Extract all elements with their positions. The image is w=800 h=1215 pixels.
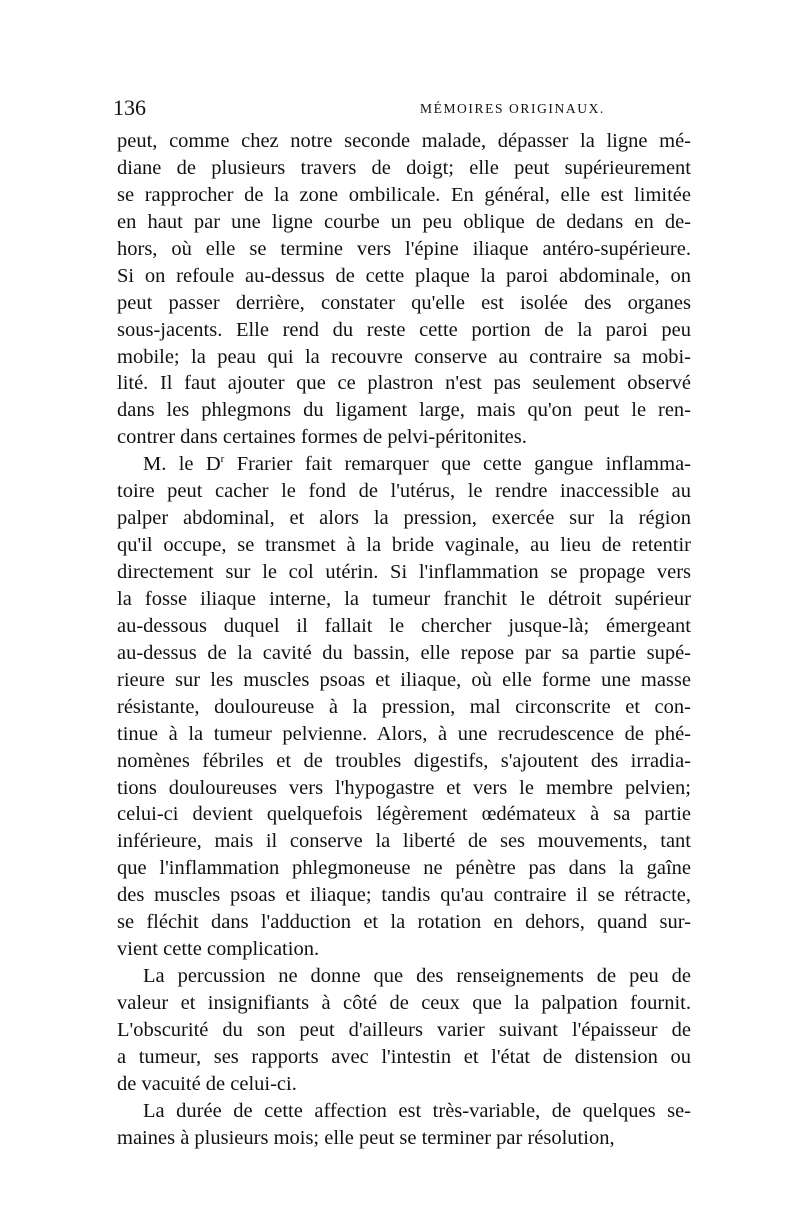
text-line: mobile; la peau qui la recouvre conserve au contraire sa mobi- (117, 345, 691, 368)
text-line: rieure sur les muscles psoas et iliaque, où elle forme une masse (117, 668, 691, 691)
text-line: au-dessous duquel il fallait le chercher jusque-là; émergeant (117, 614, 691, 637)
page-number: 136 (113, 95, 146, 120)
paragraph (117, 451, 691, 963)
text-line: se rapprocher de la zone ombilicale. En général, elle est limitée (117, 183, 691, 206)
text-line: diane de plusieurs travers de doigt; elle peut supérieurement (117, 156, 691, 179)
text-line: de vacuité de celui-ci. (117, 1072, 297, 1095)
text-line: lité. Il faut ajouter que ce plastron n'est pas seulement observé (117, 372, 691, 395)
text-line: toire peut cacher le fond de l'utérus, le rendre inaccessible au (117, 480, 691, 503)
text-line: inférieure, mais il conserve la liberté de ses mouvements, tant (117, 830, 691, 853)
text-line: maines à plusieurs mois; elle peut se terminer par résolution, (117, 1126, 615, 1149)
text-line: en haut par une ligne courbe un peu oblique de dedans en de- (117, 210, 691, 233)
text-line: se fléchit dans l'adduction et la rotation en dehors, quand sur- (117, 911, 691, 934)
paragraph (117, 1098, 691, 1152)
body-text (117, 128, 691, 1152)
text-line: Si on refoule au-dessus de cette plaque la paroi abdominale, on (117, 264, 691, 287)
text-line: hors, où elle se termine vers l'épine iliaque antéro-supérieure. (117, 237, 691, 260)
text-line: valeur et insignifiants à côté de ceux que la palpation fournit. (117, 992, 691, 1014)
text-line: des muscles psoas et iliaque; tandis qu'au contraire il se rétracte, (117, 884, 691, 907)
text-line: peut passer derrière, constater qu'elle est isolée des organes (117, 291, 691, 314)
text-line: nomènes fébriles et de troubles digestifs, s'ajoutent des irradia- (117, 749, 691, 772)
paragraph (117, 128, 691, 451)
text-line: au-dessus de la cavité du bassin, elle repose par sa partie supé- (117, 641, 691, 664)
text-line: résistante, douloureuse à la pression, mal circonscrite et con- (117, 695, 691, 718)
text-line: tions douloureuses vers l'hypogastre et vers le membre pelvien; (117, 776, 691, 799)
text-line: dans les phlegmons du ligament large, mais qu'on peut le ren- (117, 399, 691, 422)
text-line: La durée de cette affection est très-variable, de quelques se- (143, 1099, 691, 1122)
text-line: a tumeur, ses rapports avec l'intestin et l'état de distension ou (117, 1045, 691, 1068)
text-line: contrer dans certaines formes de pelvi-péritonites. (117, 426, 527, 449)
text-line: celui-ci devient quelquefois légèrement œdémateux à sa partie (117, 803, 691, 826)
text-line: vient cette complication. (117, 938, 320, 961)
text-line: palper abdominal, et alors la pression, exercée sur la région (117, 507, 691, 530)
text-line: qu'il occupe, se transmet à la bride vaginale, au lieu de retentir (117, 534, 691, 557)
page-header (113, 94, 693, 124)
text-line: L'obscurité du son peut d'ailleurs varier suivant l'épaisseur de (117, 1018, 691, 1041)
text-line: La percussion ne donne que des renseignements de peu de (143, 965, 691, 988)
text-line: peut, comme chez notre seconde malade, dépasser la ligne mé- (117, 130, 691, 152)
text-line: que l'inflammation phlegmoneuse ne pénètre pas dans la gaîne (117, 857, 691, 880)
text-line: sous-jacents. Elle rend du reste cette portion de la paroi peu (117, 318, 691, 341)
paragraph (117, 963, 691, 1098)
text-line: directement sur le col utérin. Si l'inflammation se propage vers (117, 561, 691, 583)
running-head: MÉMOIRES ORIGINAUX. (420, 101, 605, 116)
text-line: M. le $D^r$ Frarier fait remarquer que cette gangue inflamma- (143, 453, 692, 476)
text-line: la fosse iliaque interne, la tumeur franchit le détroit supérieur (117, 587, 691, 610)
text-line: tinue à la tumeur pelvienne. Alors, à une recrudescence de phé- (117, 722, 691, 745)
